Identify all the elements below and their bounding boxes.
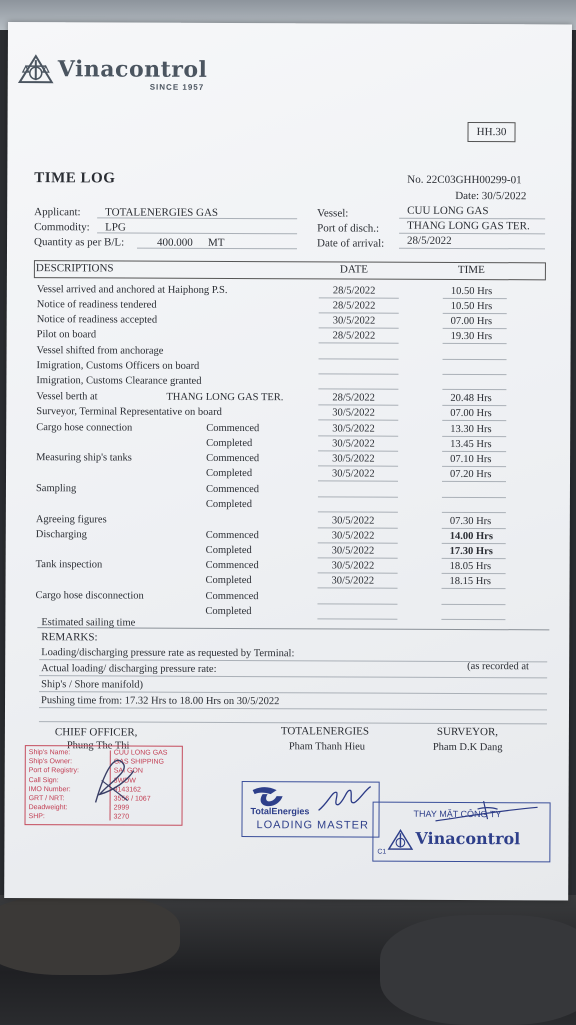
chief-officer-name: Phung The Thi — [67, 740, 130, 751]
scales-icon — [18, 54, 54, 84]
column-descriptions: DESCRIPTIONS — [36, 262, 114, 274]
remark-line-2: Actual loading/ discharging pressure rate: — [41, 663, 216, 675]
chief-signature — [88, 750, 138, 810]
commodity-value: LPG — [105, 221, 126, 233]
row-subitem: Commenced — [206, 484, 259, 495]
row-subitem: Completed — [206, 499, 252, 510]
row-time: 10.50 Hrs — [451, 286, 492, 297]
totalenergies-name: Pham Thanh Hieu — [289, 741, 365, 752]
row-subitem: Commenced — [205, 591, 258, 602]
totalenergies-stamp — [241, 781, 379, 838]
ship-stamp-value: 3556 / 1067 — [114, 795, 151, 802]
row-date: 30/5/2022 — [332, 575, 375, 586]
row-description: Notice of readiness accepted — [37, 314, 157, 326]
ship-stamp-label: Ship's Name: — [29, 749, 70, 756]
arrival-label: Date of arrival: — [317, 237, 384, 249]
row-description: Surveyor, Terminal Representative on board — [36, 406, 222, 418]
vinacontrol-stamp-scales-icon — [387, 829, 413, 851]
row-date: 30/5/2022 — [332, 438, 375, 449]
row-description: Notice of readiness tendered — [37, 299, 157, 311]
surveyor-signature — [433, 797, 543, 827]
row-description: Cargo hose connection — [36, 422, 132, 433]
row-date: 30/5/2022 — [332, 407, 375, 418]
ship-stamp-value: 2999 — [114, 805, 130, 812]
arrival-value: 28/5/2022 — [407, 235, 452, 247]
row-time: 18.05 Hrs — [450, 561, 491, 572]
row-time: 20.48 Hrs — [450, 393, 491, 404]
ship-stamp-label: Ship's Owner: — [29, 758, 72, 765]
row-subitem: Completed — [206, 545, 252, 556]
brand-since: SINCE 1957 — [150, 83, 205, 92]
vinacontrol-stamp-top: THAY MẶT CÔNG TY — [414, 809, 502, 819]
row-date: 28/5/2022 — [333, 300, 376, 311]
document-number: No. 22C03GHH00299-01 — [407, 174, 521, 186]
totalenergies-logo-icon — [249, 784, 289, 808]
row-date: 28/5/2022 — [333, 285, 376, 296]
quantity-label: Quantity as per B/L: — [34, 236, 124, 248]
ship-stamp-label: Deadweight: — [29, 804, 68, 811]
row-time: 13.30 Hrs — [450, 424, 491, 435]
row-date: 28/5/2022 — [332, 392, 375, 403]
estimated-sailing-time: Estimated sailing time — [41, 617, 135, 628]
time-log-document — [4, 22, 572, 900]
row-time: 07.00 Hrs — [451, 316, 492, 327]
row-subitem: Completed — [206, 468, 252, 479]
port-label: Port of disch.: — [317, 222, 379, 234]
row-description: Agreeing figures — [36, 514, 107, 525]
row-date: 30/5/2022 — [332, 423, 375, 434]
vinacontrol-stamp — [372, 802, 550, 863]
totalenergies-stamp-role: LOADING MASTER — [256, 819, 368, 831]
row-subitem: Commenced — [206, 530, 259, 541]
vessel-label: Vessel: — [317, 207, 348, 219]
ship-stamp-value: 9143162 — [114, 786, 141, 793]
row-description: Sampling — [36, 483, 76, 494]
row-time: 17.30 Hrs — [450, 546, 493, 557]
vessel-value: CUU LONG GAS — [407, 205, 488, 217]
port-value: THANG LONG GAS TER. — [407, 220, 530, 233]
row-subitem: Commenced — [206, 560, 259, 571]
row-subitem: Completed — [205, 606, 251, 617]
ship-stamp-value: 3WDW — [114, 777, 136, 784]
row-time: 07.20 Hrs — [450, 469, 491, 480]
row-time: 10.50 Hrs — [451, 301, 492, 312]
row-time: 07.30 Hrs — [450, 516, 491, 527]
row-description: Vessel shifted from anchorage — [37, 345, 164, 357]
row-date: 30/5/2022 — [332, 530, 375, 541]
ship-stamp-label: GRT / NRT: — [29, 795, 65, 802]
row-time: 07.00 Hrs — [450, 408, 491, 419]
row-time: 19.30 Hrs — [451, 331, 492, 342]
totalenergies-title: TOTALENERGIES — [281, 725, 369, 737]
remark-line-1: Loading/discharging pressure rate as requested by Terminal: — [41, 647, 294, 659]
background-bottom — [0, 895, 576, 1024]
vinacontrol-stamp-brand: Vinacontrol — [415, 829, 520, 848]
row-description: Vessel berth at — [36, 391, 97, 402]
row-time: 14.00 Hrs — [450, 531, 493, 542]
totalenergies-stamp-brand: TotalEnergies — [251, 806, 310, 816]
row-time: 07.10 Hrs — [450, 454, 491, 465]
form-code: HH.30 — [467, 122, 515, 142]
row-subitem: Commenced — [206, 453, 259, 464]
row-date: 28/5/2022 — [333, 330, 376, 341]
remark-line-2-right: (as recorded at — [467, 661, 529, 672]
row-description: Vessel arrived and anchored at Haiphong P.S. — [37, 284, 228, 296]
quantity-unit: MT — [208, 237, 225, 249]
totalenergies-signature — [315, 782, 375, 816]
row-time: 13.45 Hrs — [450, 439, 491, 450]
chief-officer-title: CHIEF OFFICER, — [55, 726, 138, 738]
column-time: TIME — [458, 264, 485, 276]
row-time: 18.15 Hrs — [450, 576, 491, 587]
ship-stamp-label: Port of Registry: — [29, 767, 79, 774]
row-date: 30/5/2022 — [333, 315, 376, 326]
vinacontrol-logo — [18, 54, 208, 85]
brand-name: Vinacontrol — [58, 56, 208, 83]
row-subitem: THANG LONG GAS TER. — [166, 392, 283, 404]
applicant-value: TOTALENERGIES GAS — [105, 206, 218, 218]
page-title: TIME LOG — [34, 170, 115, 187]
row-date: 30/5/2022 — [332, 560, 375, 571]
commodity-label: Commodity: — [34, 221, 90, 233]
remark-line-4: Pushing time from: 17.32 Hrs to 18.00 Hrs on 30/5/2022 — [41, 695, 279, 707]
column-date: DATE — [340, 263, 368, 275]
surveyor-title: SURVEYOR, — [437, 726, 498, 738]
ship-stamp — [24, 745, 182, 826]
ship-stamp-value: SAI GON — [114, 768, 143, 775]
row-description: Pilot on board — [37, 329, 97, 340]
row-description: Discharging — [36, 529, 87, 540]
quantity-value: 400.000 — [157, 237, 193, 249]
ship-stamp-value: 3270 — [114, 814, 130, 821]
row-date: 30/5/2022 — [332, 468, 375, 479]
row-date: 30/5/2022 — [332, 515, 375, 526]
ship-stamp-label: SHP: — [29, 813, 45, 820]
row-date: 30/5/2022 — [332, 545, 375, 556]
row-subitem: Completed — [206, 575, 252, 586]
vinacontrol-stamp-code: C1 — [377, 849, 386, 856]
row-description: Imigration, Customs Officers on board — [36, 360, 199, 372]
row-description: Tank inspection — [36, 559, 103, 570]
document-date: Date: 30/5/2022 — [455, 190, 526, 202]
remark-line-3: Ship's / Shore manifold) — [41, 679, 143, 690]
applicant-label: Applicant: — [34, 206, 80, 218]
row-description: Measuring ship's tanks — [36, 452, 132, 463]
row-subitem: Commenced — [206, 423, 259, 434]
row-subitem: Completed — [206, 438, 252, 449]
surveyor-name: Pham D.K Dang — [433, 742, 503, 753]
row-date: 30/5/2022 — [332, 453, 375, 464]
ship-stamp-value: GAS SHIPPING — [114, 759, 164, 766]
ship-stamp-label: Call Sign: — [29, 777, 59, 784]
remarks-label: REMARKS: — [41, 631, 97, 643]
ship-stamp-value: CUU LONG GAS — [114, 749, 168, 756]
row-description: Cargo hose disconnection — [35, 590, 143, 601]
ship-stamp-label: IMO Number: — [29, 786, 71, 793]
row-description: Imigration, Customs Clearance granted — [36, 375, 201, 387]
